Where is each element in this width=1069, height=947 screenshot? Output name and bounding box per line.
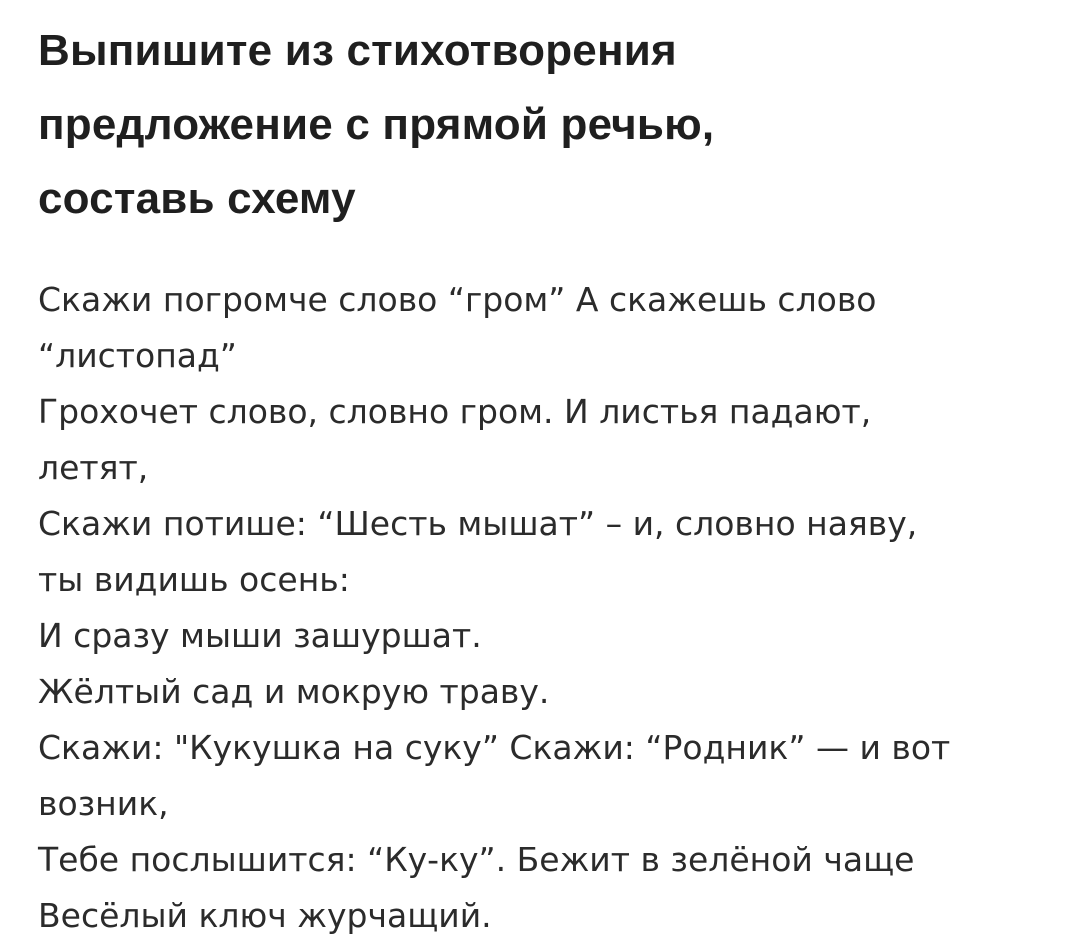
poem-line: “листопад” xyxy=(38,336,237,375)
title-line: составь схему xyxy=(38,174,356,223)
poem-line: Скажи: "Кукушка на суку” Скажи: “Родник” — и вот xyxy=(38,728,951,767)
poem-line: летят, xyxy=(38,448,149,487)
poem-line: ты видишь осень: xyxy=(38,560,350,599)
poem-line: Тебе послышится: “Ку-ку”. Бежит в зелёной чаще xyxy=(38,840,915,879)
task-title xyxy=(38,0,1048,236)
task-document xyxy=(38,0,1048,944)
poem-line: Скажи погромче слово “гром” А скажешь слово xyxy=(38,280,877,319)
title-line: предложение с прямой речью, xyxy=(38,100,715,149)
poem-line: Весёлый ключ журчащий. xyxy=(38,896,492,935)
title-line: Выпишите из стихотворения xyxy=(38,26,677,75)
poem-line: И сразу мыши зашуршат. xyxy=(38,616,482,655)
poem-text xyxy=(38,272,1048,944)
poem-line: Скажи потише: “Шесть мышат” – и, словно наяву, xyxy=(38,504,918,543)
poem-line: возник, xyxy=(38,784,169,823)
poem-line: Жёлтый сад и мокрую траву. xyxy=(38,672,550,711)
poem-line: Грохочет слово, словно гром. И листья падают, xyxy=(38,392,872,431)
